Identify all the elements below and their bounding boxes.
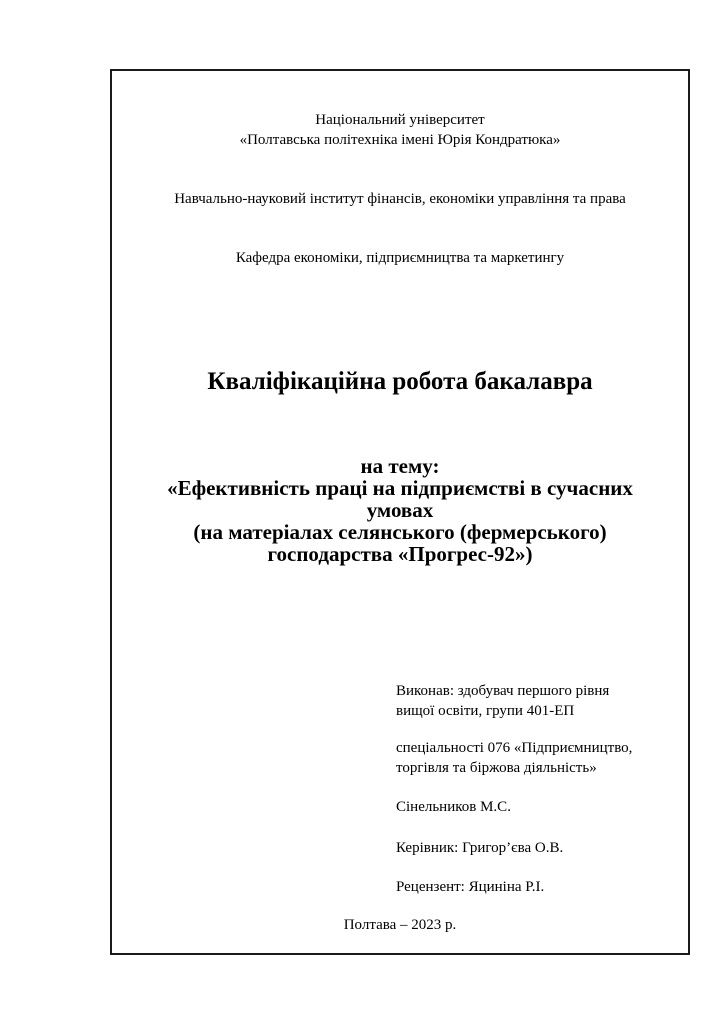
reviewer-info: Рецензент: Яциніна Р.І.	[396, 879, 545, 895]
specialty-line-1: спеціальності 076 «Підприємництво,	[396, 740, 633, 756]
author-info	[396, 681, 696, 721]
document-title: Кваліфікаційна робота бакалавра	[207, 368, 593, 395]
university-full-name: «Полтавська політехніка імені Юрія Кондратюка»	[239, 132, 561, 148]
topic-line-3: (на матеріалах селянського (фермерського)	[193, 520, 607, 544]
specialty-info	[396, 738, 696, 778]
institute-name: Навчально-науковий інститут фінансів, економіки управління та права	[174, 191, 626, 207]
department-name: Кафедра економіки, підприємництва та маркетингу	[235, 250, 565, 266]
city-year: Полтава – 2023 р.	[343, 917, 457, 933]
topic-line-4: господарства «Прогрес-92»)	[267, 542, 533, 566]
topic-line-2: умовах	[366, 498, 434, 522]
topic-line-1: «Ефективність праці на підприємстві в сучасних	[167, 476, 633, 500]
university-name: Національний університет	[315, 112, 485, 128]
student-name: Сінельников М.С.	[396, 799, 511, 815]
topic-block	[110, 455, 690, 565]
author-line-2: вищої освіти, групи 401-ЕП	[396, 703, 575, 719]
specialty-line-2: торгівля та біржова діяльність»	[396, 760, 597, 776]
topic-intro: на тему:	[360, 454, 440, 478]
university-block	[110, 110, 690, 150]
author-line-1: Виконав: здобувач першого рівня	[396, 683, 610, 699]
supervisor-info: Керівник: Григор’єва О.В.	[396, 840, 564, 856]
